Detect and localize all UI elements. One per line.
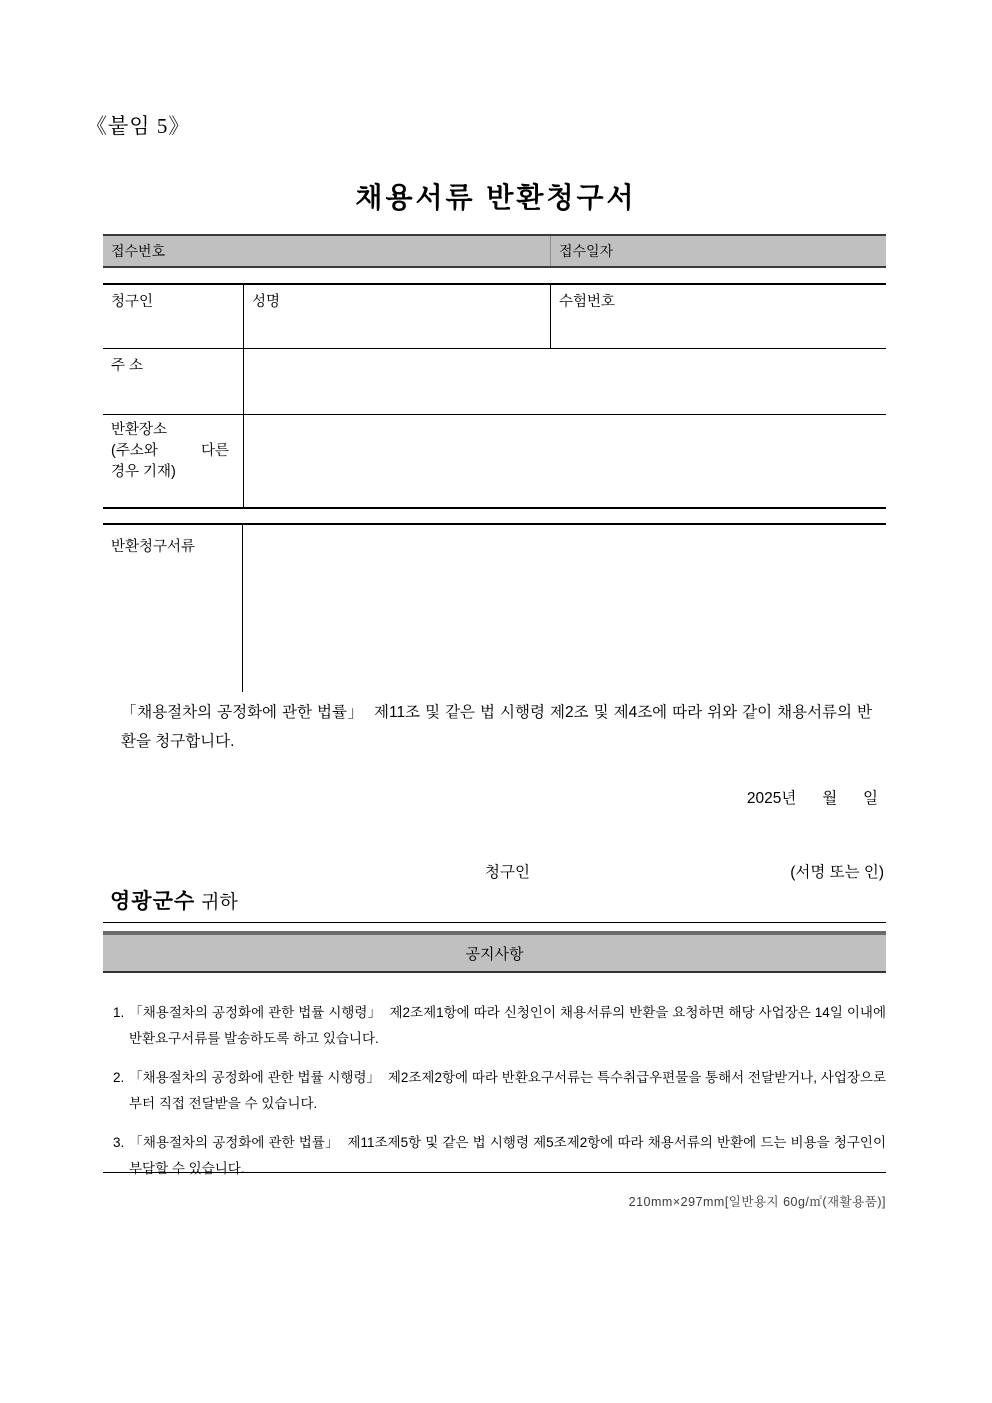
list-item xyxy=(103,1000,890,1052)
date-line: 2025년 월 일 xyxy=(746,790,878,807)
name-cell xyxy=(243,285,550,348)
table-row xyxy=(103,415,886,507)
return-documents-table xyxy=(103,523,886,692)
exam-number-label: 수험번호 xyxy=(559,294,616,310)
section-divider xyxy=(103,922,886,923)
return-place-label-line3: 경우 기재) xyxy=(111,464,176,480)
return-documents-value-area xyxy=(243,525,886,692)
attachment-label: 《붙임 5》 xyxy=(86,114,191,138)
address-label-cell: 주 소 xyxy=(111,358,144,374)
address-value-area xyxy=(243,349,886,414)
exam-number-cell xyxy=(550,285,886,348)
receipt-number-label: 접수번호 xyxy=(111,243,166,259)
notice-item-text: 「채용절차의 공정화에 관한 법률」 제11조제5항 및 같은 법 시행령 제5조제2항에 따라 채용서류의 반환에 드는 비용을 청구인이 부담할 수 있습니다. xyxy=(129,1135,890,1176)
notice-title: 공지사항 xyxy=(465,945,524,963)
return-place-label-line1: 반환장소 xyxy=(111,422,168,438)
notice-item-text: 「채용절차의 공정화에 관한 법률 시행령」 제2조제2항에 따라 반환요구서류는 특수취급우편물을 통해서 전달받거나, 사업장으로부터 직접 전달받을 수 있습니다. xyxy=(129,1070,886,1111)
signature-method-note: (서명 또는 인) xyxy=(790,864,884,881)
return-place-label-line2: (주소와 다른 xyxy=(111,443,229,459)
recipient-line xyxy=(110,885,238,915)
notice-header-bar xyxy=(103,931,886,973)
table-row xyxy=(103,349,886,415)
name-label: 성명 xyxy=(252,294,281,310)
recipient-name: 영광군수 xyxy=(110,890,196,913)
footer-divider xyxy=(103,1172,886,1173)
claimant-label-cell: 청구인 xyxy=(111,294,154,310)
applicant-info-table xyxy=(103,283,886,509)
receipt-date-label: 접수일자 xyxy=(559,243,614,259)
receipt-date-cell xyxy=(550,236,886,266)
return-documents-label-cell: 반환청구서류 xyxy=(103,525,243,692)
receipt-number-cell xyxy=(103,236,550,266)
table-row xyxy=(103,285,886,349)
recipient-honorific: 귀하 xyxy=(201,892,238,913)
claimant-signature-label: 청구인 xyxy=(485,864,530,881)
paper-spec-note: 210mm×297mm[일반용지 60g/㎡(재활용품)] xyxy=(628,1195,886,1209)
notice-item-number: 3. xyxy=(113,1135,125,1150)
return-place-value-area xyxy=(243,415,886,507)
notice-item-text: 「채용절차의 공정화에 관한 법률 시행령」 제2조제1항에 따라 신청인이 채용서류의 반환을 요청하면 해당 사업장은 14일 이내에 반환요구서류를 발송하도록 하고 있습니다. xyxy=(129,1005,890,1046)
notice-item-number: 1. xyxy=(113,1005,125,1020)
receipt-header-table xyxy=(103,234,886,268)
notice-item-number: 2. xyxy=(113,1070,125,1085)
notice-list xyxy=(103,1000,890,1195)
list-item xyxy=(103,1065,886,1117)
page-title: 채용서류 반환청구서 xyxy=(355,182,637,213)
list-item xyxy=(103,1130,890,1182)
statement-paragraph: 「채용절차의 공정화에 관한 법률」 제11조 및 같은 법 시행령 제2조 및 제4조에 따라 위와 같이 채용서류의 반환을 청구합니다. xyxy=(121,704,872,750)
return-place-label-cell xyxy=(103,415,243,507)
